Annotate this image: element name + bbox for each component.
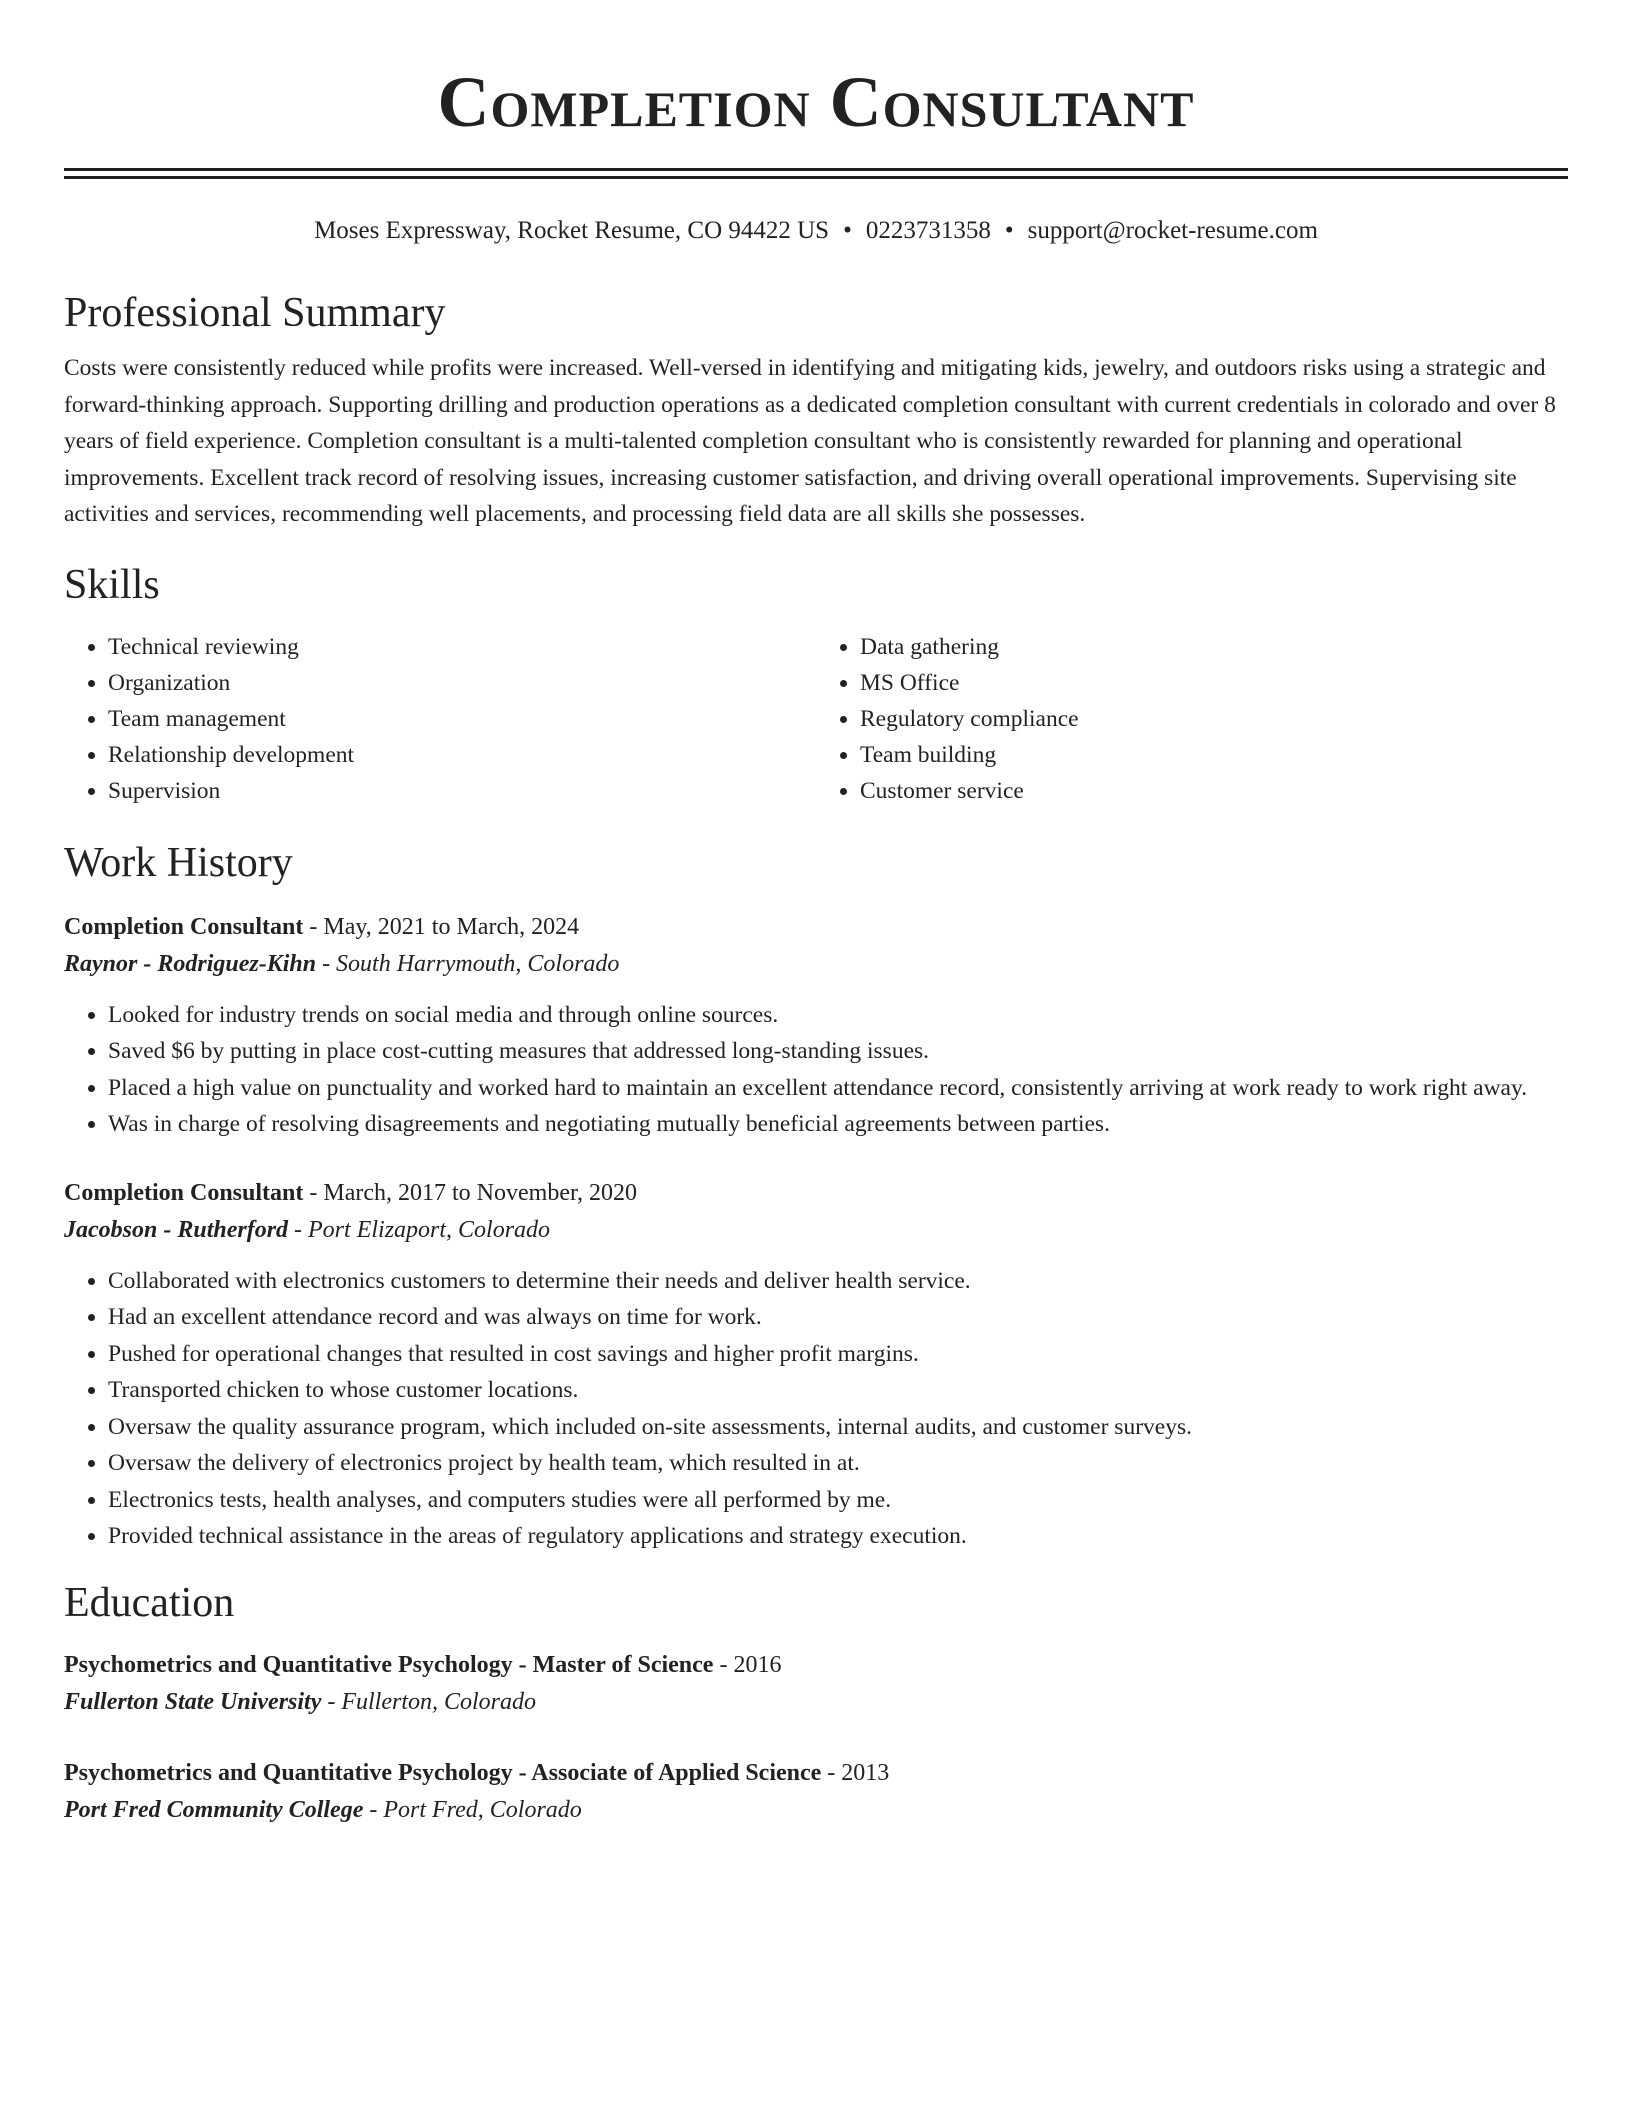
school-line bbox=[64, 1791, 1568, 1829]
resume-title: Completion Consultant bbox=[437, 62, 1195, 142]
job-title-line bbox=[64, 909, 1568, 945]
title-double-rule bbox=[64, 168, 1568, 179]
job-entry bbox=[64, 909, 1568, 1143]
school-location: - Fullerton, Colorado bbox=[327, 1688, 537, 1715]
contact-separator: • bbox=[843, 217, 852, 244]
school-name: Fullerton State University bbox=[64, 1688, 322, 1715]
education-entry bbox=[64, 1755, 1568, 1829]
job-bullet: • Electronics tests, health analyses, and computers studies were all performed by me. bbox=[108, 1482, 1568, 1519]
education-heading: Education bbox=[64, 1579, 235, 1626]
school-name: Port Fred Community College bbox=[64, 1796, 364, 1823]
job-title: Completion Consultant bbox=[64, 1179, 304, 1206]
job-bullet: • Looked for industry trends on social media and through online sources. bbox=[108, 997, 1568, 1034]
job-bullet: • Saved $6 by putting in place cost-cutting measures that addressed long-standing issues. bbox=[108, 1033, 1568, 1070]
employer-name: Raynor - Rodriguez-Kihn bbox=[64, 950, 317, 977]
contact-address: Moses Expressway, Rocket Resume, CO 94422 US bbox=[314, 217, 830, 244]
job-dates: - May, 2021 to March, 2024 bbox=[309, 913, 580, 940]
job-entry bbox=[64, 1175, 1568, 1555]
summary-text: Costs were consistently reduced while profits were increased. Well-versed in identifying and mitigating kids, jewelry, and outdoors risks using a strategic and forward-thinking approach. Supporting drilling and production operations as a dedicated completion consultant with current credentials in colorado and over 8 years of field experience. Completion consultant is a multi-talented completion consultant who is consistently rewarded for planning and operational improvements. Excellent track record of resolving issues, increasing customer satisfaction, and driving overall operational improvements. Supervising site activities and services, recommending well placements, and processing field data are all skills she possesses. bbox=[64, 355, 1556, 527]
degree-name: Psychometrics and Quantitative Psychology - Associate of Applied Science bbox=[64, 1759, 822, 1786]
skills-list bbox=[64, 629, 1568, 809]
contact-separator: • bbox=[1004, 217, 1014, 244]
contact-line bbox=[64, 215, 1568, 247]
skill-item: • MS Office bbox=[860, 665, 1568, 701]
skill-item: • Regulatory compliance bbox=[860, 701, 1568, 737]
school-location: - Port Fred, Colorado bbox=[369, 1796, 582, 1823]
degree-name: Psychometrics and Quantitative Psychology - Master of Science bbox=[64, 1651, 714, 1678]
skill-item: • Data gathering bbox=[860, 629, 1568, 665]
degree-line bbox=[64, 1755, 1568, 1791]
degree-line bbox=[64, 1647, 1568, 1683]
job-bullet: • Was in charge of resolving disagreements and negotiating mutually beneficial agreements between parties. bbox=[108, 1106, 1568, 1143]
job-title: Completion Consultant bbox=[64, 913, 304, 940]
job-dates: - March, 2017 to November, 2020 bbox=[309, 1179, 638, 1206]
employer-location: - South Harrymouth, Colorado bbox=[322, 950, 620, 977]
skill-item: • Supervision bbox=[108, 773, 816, 809]
job-bullets bbox=[64, 997, 1568, 1143]
skill-item: • Relationship development bbox=[108, 737, 816, 773]
contact-phone: 0223731358 bbox=[865, 217, 991, 244]
degree-year: - 2013 bbox=[827, 1759, 890, 1786]
employer-name: Jacobson - Rutherford bbox=[64, 1216, 289, 1243]
skill-item: • Customer service bbox=[860, 773, 1568, 809]
job-bullet: • Oversaw the delivery of electronics project by health team, which resulted in at. bbox=[108, 1445, 1568, 1482]
education-entry bbox=[64, 1647, 1568, 1721]
employer-location: - Port Elizaport, Colorado bbox=[294, 1216, 551, 1243]
job-bullet: • Had an excellent attendance record and was always on time for work. bbox=[108, 1299, 1568, 1336]
school-line bbox=[64, 1683, 1568, 1721]
job-bullet: • Placed a high value on punctuality and worked hard to maintain an excellent attendance record, consistently arriving at work ready to work right away. bbox=[108, 1070, 1568, 1107]
contact-email: support@rocket-resume.com bbox=[1027, 217, 1318, 244]
job-bullet: • Provided technical assistance in the areas of regulatory applications and strategy execution. bbox=[108, 1518, 1568, 1555]
job-bullet: • Collaborated with electronics customers to determine their needs and deliver health service. bbox=[108, 1263, 1568, 1300]
skill-item: • Team building bbox=[860, 737, 1568, 773]
skills-heading: Skills bbox=[64, 561, 160, 608]
skill-item: • Technical reviewing bbox=[108, 629, 816, 665]
skills-column-right bbox=[816, 629, 1568, 809]
skill-item: • Organization bbox=[108, 665, 816, 701]
job-bullet: • Oversaw the quality assurance program, which included on-site assessments, internal audits, and customer surveys. bbox=[108, 1409, 1568, 1446]
skills-column-left bbox=[64, 629, 816, 809]
job-bullets bbox=[64, 1263, 1568, 1555]
job-bullet: • Transported chicken to whose customer locations. bbox=[108, 1372, 1568, 1409]
degree-year: - 2016 bbox=[719, 1651, 782, 1678]
job-bullet: • Pushed for operational changes that resulted in cost savings and higher profit margins. bbox=[108, 1336, 1568, 1373]
skill-item: • Team management bbox=[108, 701, 816, 737]
employer-line bbox=[64, 1211, 1568, 1249]
job-title-line bbox=[64, 1175, 1568, 1211]
work-history-heading: Work History bbox=[64, 839, 293, 886]
employer-line bbox=[64, 945, 1568, 983]
summary-heading: Professional Summary bbox=[64, 290, 446, 336]
